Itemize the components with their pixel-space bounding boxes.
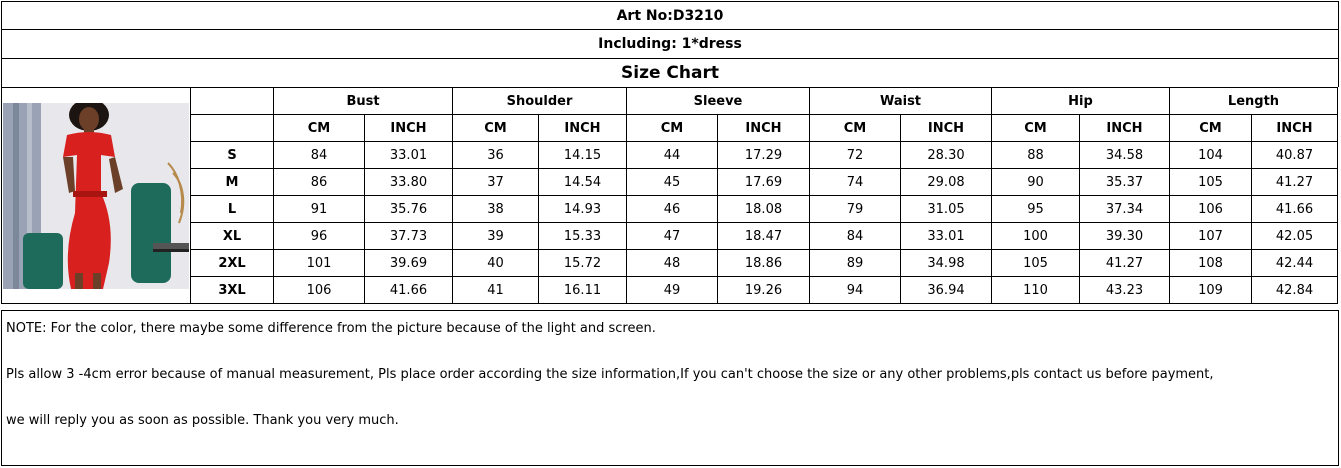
note-color-difference: NOTE: For the color, there maybe some difference from the picture because of the light and screen.: [6, 321, 656, 336]
size-value: 45: [627, 169, 718, 196]
size-value: 107: [1170, 223, 1252, 250]
photo-sofa-right: [131, 183, 171, 283]
product-photo: [3, 103, 189, 289]
size-value: 42.05: [1252, 223, 1338, 250]
measurement-header: Hip: [992, 88, 1170, 115]
size-value: 48: [627, 250, 718, 277]
size-value: 39: [453, 223, 539, 250]
size-value: 42.84: [1252, 277, 1338, 304]
package-contents: Including: 1*dress: [1, 29, 1339, 58]
measurement-header: Length: [1170, 88, 1338, 115]
size-value: 35.37: [1080, 169, 1170, 196]
size-value: 79: [810, 196, 901, 223]
size-value: 28.30: [901, 142, 992, 169]
size-value: 84: [274, 142, 365, 169]
size-value: 17.69: [718, 169, 810, 196]
unit-header: CM: [453, 115, 539, 142]
header-row-measurements: [2, 88, 1338, 115]
size-table: [1, 87, 1338, 304]
unit-header: CM: [992, 115, 1080, 142]
unit-header: INCH: [901, 115, 992, 142]
size-value: 49: [627, 277, 718, 304]
photo-sofa-left: [23, 233, 63, 289]
unit-header: INCH: [365, 115, 453, 142]
article-number: Art No:D3210: [1, 1, 1339, 29]
unit-header: INCH: [718, 115, 810, 142]
size-value: 90: [992, 169, 1080, 196]
size-value: 91: [274, 196, 365, 223]
unit-header: INCH: [1080, 115, 1170, 142]
size-row: [2, 169, 1338, 196]
size-value: 95: [992, 196, 1080, 223]
size-value: 33.80: [365, 169, 453, 196]
unit-header: CM: [627, 115, 718, 142]
size-value: 44: [627, 142, 718, 169]
size-value: 16.11: [539, 277, 627, 304]
note-reply: we will reply you as soon as possible. Thank you very much.: [6, 413, 399, 428]
size-row: [2, 277, 1338, 304]
size-row: [2, 250, 1338, 277]
notes-section: [1, 310, 1339, 466]
measurement-header: Shoulder: [453, 88, 627, 115]
size-value: 105: [992, 250, 1080, 277]
size-value: 19.26: [718, 277, 810, 304]
size-chart-title: Size Chart: [1, 58, 1339, 87]
size-value: 36.94: [901, 277, 992, 304]
size-value: 72: [810, 142, 901, 169]
size-value: 89: [810, 250, 901, 277]
size-value: 96: [274, 223, 365, 250]
size-value: 34.58: [1080, 142, 1170, 169]
size-label: L: [191, 196, 274, 223]
size-row: [2, 223, 1338, 250]
size-value: 109: [1170, 277, 1252, 304]
photo-face: [79, 107, 99, 131]
size-value: 100: [992, 223, 1080, 250]
size-value: 15.33: [539, 223, 627, 250]
size-value: 15.72: [539, 250, 627, 277]
size-label: XL: [191, 223, 274, 250]
size-value: 18.47: [718, 223, 810, 250]
size-label: M: [191, 169, 274, 196]
unit-header: CM: [1170, 115, 1252, 142]
size-value: 33.01: [365, 142, 453, 169]
size-value: 40.87: [1252, 142, 1338, 169]
size-value: 37.34: [1080, 196, 1170, 223]
size-value: 14.15: [539, 142, 627, 169]
size-value: 110: [992, 277, 1080, 304]
unit-header: CM: [810, 115, 901, 142]
size-value: 41.66: [365, 277, 453, 304]
size-value: 84: [810, 223, 901, 250]
size-value: 108: [1170, 250, 1252, 277]
size-value: 94: [810, 277, 901, 304]
size-value: 18.86: [718, 250, 810, 277]
measurement-header: Sleeve: [627, 88, 810, 115]
header-blank: [191, 88, 274, 115]
size-label: S: [191, 142, 274, 169]
size-value: 41: [453, 277, 539, 304]
photo-cell: [2, 88, 191, 304]
size-value: 86: [274, 169, 365, 196]
size-value: 47: [627, 223, 718, 250]
size-value: 36: [453, 142, 539, 169]
size-value: 74: [810, 169, 901, 196]
size-value: 106: [1170, 196, 1252, 223]
size-label: 3XL: [191, 277, 274, 304]
size-value: 46: [627, 196, 718, 223]
size-value: 88: [992, 142, 1080, 169]
size-value: 31.05: [901, 196, 992, 223]
size-value: 33.01: [901, 223, 992, 250]
size-value: 39.69: [365, 250, 453, 277]
size-value: 41.66: [1252, 196, 1338, 223]
size-value: 41.27: [1080, 250, 1170, 277]
unit-header-blank: [191, 115, 274, 142]
measurement-header: Waist: [810, 88, 992, 115]
size-value: 35.76: [365, 196, 453, 223]
size-row: [2, 196, 1338, 223]
measurement-header: Bust: [274, 88, 453, 115]
size-value: 38: [453, 196, 539, 223]
note-measurement-error: Pls allow 3 -4cm error because of manual measurement, Pls place order according the size information,If you can't choose the size or any other problems,pls contact us before payment,: [6, 367, 1214, 382]
size-value: 14.54: [539, 169, 627, 196]
unit-header: CM: [274, 115, 365, 142]
size-value: 14.93: [539, 196, 627, 223]
size-value: 17.29: [718, 142, 810, 169]
size-label: 2XL: [191, 250, 274, 277]
size-value: 104: [1170, 142, 1252, 169]
size-row: [2, 142, 1338, 169]
unit-header: INCH: [539, 115, 627, 142]
size-value: 101: [274, 250, 365, 277]
size-value: 37.73: [365, 223, 453, 250]
size-value: 106: [274, 277, 365, 304]
unit-header: INCH: [1252, 115, 1338, 142]
size-value: 37: [453, 169, 539, 196]
size-value: 39.30: [1080, 223, 1170, 250]
size-value: 34.98: [901, 250, 992, 277]
size-value: 18.08: [718, 196, 810, 223]
size-value: 105: [1170, 169, 1252, 196]
size-value: 43.23: [1080, 277, 1170, 304]
header-row-units: [2, 115, 1338, 142]
size-value: 42.44: [1252, 250, 1338, 277]
size-value: 40: [453, 250, 539, 277]
size-value: 29.08: [901, 169, 992, 196]
size-value: 41.27: [1252, 169, 1338, 196]
